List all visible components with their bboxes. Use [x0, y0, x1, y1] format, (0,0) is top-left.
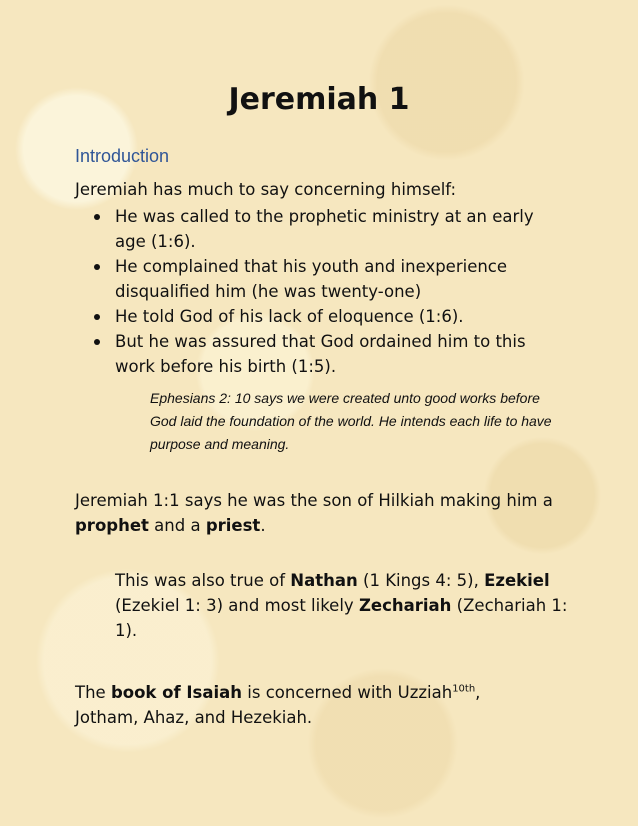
- also-true-paragraph: This was also true of Nathan (1 Kings 4: 5), Ezekiel (Ezekiel 1: 3) and most likely Zechariah (Zechariah 1: 1).: [115, 571, 568, 640]
- list-item: [75, 329, 565, 379]
- bullet-icon: [94, 264, 100, 270]
- bold-term: Zechariah: [358, 596, 452, 615]
- bullet-icon: [94, 214, 100, 220]
- list-item: [75, 304, 565, 329]
- section-heading: Introduction: [75, 146, 170, 166]
- list-item-text: He complained that his youth and inexperience disqualified him (he was twenty-one): [115, 257, 508, 301]
- bold-term: book of Isaiah: [110, 683, 243, 702]
- page-title: Jeremiah 1: [228, 82, 410, 117]
- list-item-text: But he was assured that God ordained him to this work before his birth (1:5).: [115, 332, 526, 376]
- bold-term: prophet: [75, 516, 149, 535]
- intro-paragraph: Jeremiah has much to say concerning himself:: [75, 180, 457, 199]
- bold-term: priest: [205, 516, 261, 535]
- bullet-list: [75, 204, 565, 379]
- list-item-text: He told God of his lack of eloquence (1:6).: [115, 307, 464, 326]
- list-item: [75, 254, 565, 304]
- bold-term: Ezekiel: [484, 571, 550, 590]
- bullet-icon: [94, 339, 100, 345]
- bullet-icon: [94, 314, 100, 320]
- isaiah-paragraph: The book of Isaiah is concerned with Uzziah$^{10th}$, Jotham, Ahaz, and Hezekiah.: [75, 683, 481, 727]
- list-item-text: He was called to the prophetic ministry at an early age (1:6).: [115, 207, 534, 251]
- bold-term: Nathan: [290, 571, 358, 590]
- lineage-paragraph: Jeremiah 1:1 says he was the son of Hilkiah making him a prophet and a priest.: [75, 491, 553, 535]
- superscript: 10th: [452, 683, 476, 695]
- list-item: [75, 204, 565, 254]
- scripture-quote: Ephesians 2: 10 says we were created unto good works before God laid the foundation of the world. He intends each life to have purpose and meaning.: [150, 390, 552, 452]
